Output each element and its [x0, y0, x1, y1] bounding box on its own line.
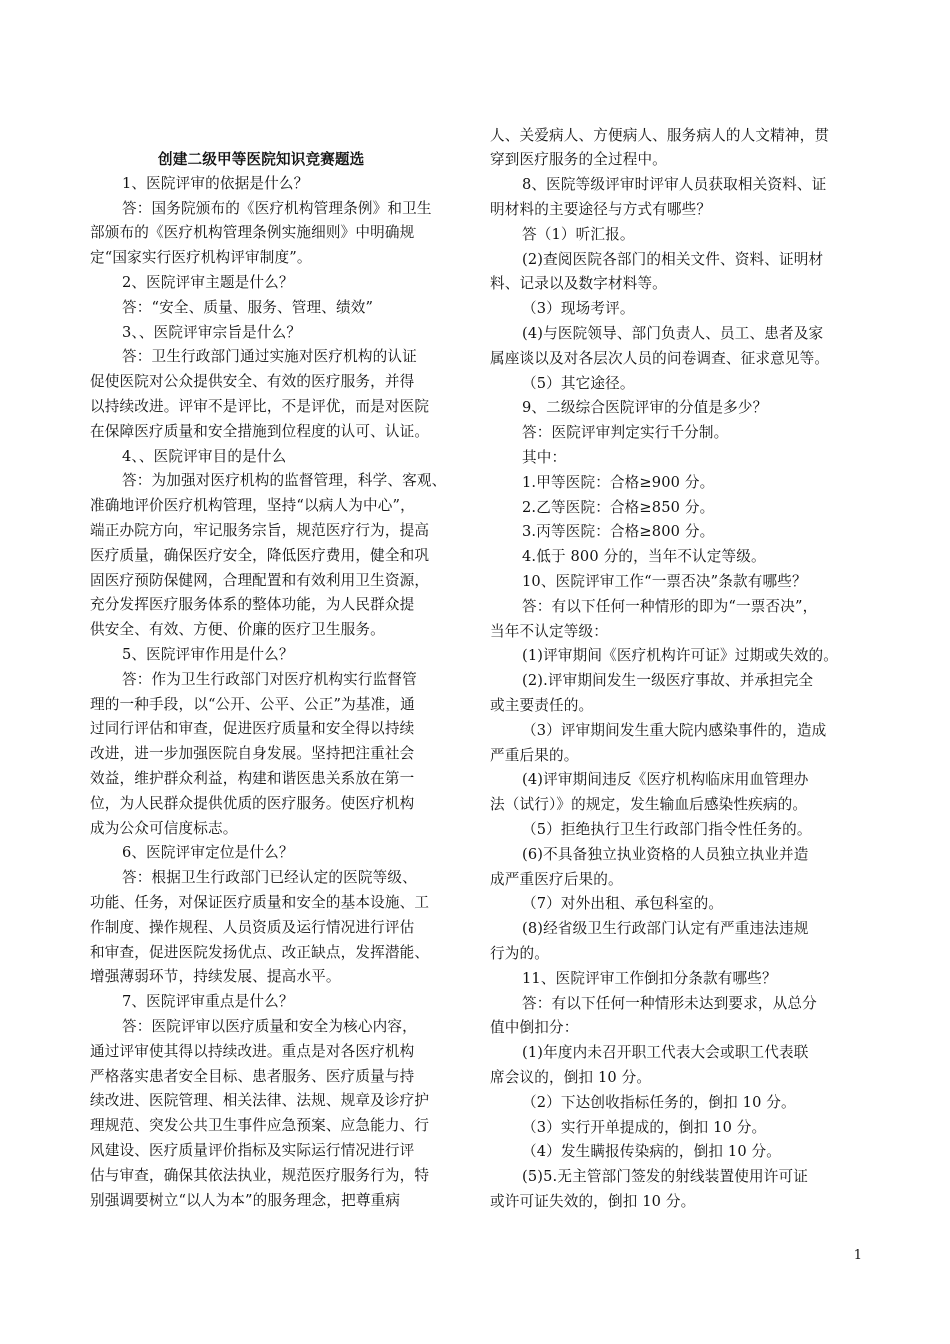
answer-line: （3）评审期间发生重大院内感染事件的，造成 [522, 722, 827, 739]
page-number: 1 [853, 1248, 862, 1263]
question-10: 10、医院评审工作“一票否决”条款有哪些？ [522, 573, 807, 590]
answer-line: 其中： [522, 449, 567, 466]
answer-line: (2)查阅医院各部门的相关文件、资料、证明材 [522, 251, 824, 268]
answer-line: 严格落实患者安全目标、患者服务、医疗质量与持 [90, 1068, 415, 1085]
answer-line: 当年不认定等级： [490, 623, 608, 640]
grade-line: 4.低于 800 分的，当年不认定等级。 [522, 548, 766, 565]
answer-line: (4)与医院领导、部门负责人、员工、患者及家 [522, 325, 824, 342]
answer-line: 答：作为卫生行政部门对医疗机构实行监督管 [122, 671, 417, 688]
answer-line: 法（试行）》的规定，发生输血后感染性疾病的。 [490, 796, 808, 813]
answer-line: 答：有以下任何一种情形未达到要求，从总分 [522, 995, 817, 1012]
answer-line: 行为的。 [490, 945, 549, 962]
answer-line: 答：医院评审以医疗质量和安全为核心内容， [122, 1018, 417, 1035]
answer-line: (8)经省级卫生行政部门认定有严重违法违规 [522, 920, 809, 937]
answer-line: 以持续改进。评审不是评比，不是评优，而是对医院 [90, 398, 430, 415]
answer-line: 成严重医疗后果的。 [490, 871, 623, 888]
answer-line: 在保障医疗质量和安全措施到位程度的认可、认证。 [90, 423, 430, 440]
document-title: 创建二级甲等医院知识竞赛题选 [158, 151, 365, 168]
answer-line: 固医疗预防保健网，合理配置和有效利用卫生资源， [90, 572, 430, 589]
question-1: 1、医院评审的依据是什么？ [122, 175, 309, 192]
answer-line: (5)5.无主管部门签发的射线装置使用许可证 [522, 1168, 808, 1185]
grade-line: 2.乙等医院：合格≥850 分。 [522, 499, 715, 516]
question-2: 2、医院评审主题是什么？ [122, 274, 294, 291]
answer-line: (4)评审期间违反《医疗机构临床用血管理办 [522, 771, 809, 788]
answer-line: （7）对外出租、承包科室的。 [522, 895, 724, 912]
answer-line: （5）拒绝执行卫生行政部门指令性任务的。 [522, 821, 812, 838]
question-9: 9、二级综合医院评审的分值是多少？ [522, 399, 768, 416]
answer-line: (6)不具备独立执业资格的人员独立执业并造 [522, 846, 809, 863]
answer-line: （4）发生瞒报传染病的，倒扣 10 分。 [522, 1143, 782, 1160]
answer-line: 估与审查，确保其依法执业，规范医疗服务行为，特 [90, 1167, 430, 1184]
question-7: 7、医院评审重点是什么？ [122, 993, 294, 1010]
answer-line: 风建设、医疗质量评价指标及实际运行情况进行评 [90, 1142, 415, 1159]
answer-line: 成为公众可信度标志。 [90, 820, 238, 837]
answer-line: (1)评审期间《医疗机构许可证》过期或失效的。 [522, 647, 838, 664]
answer-line: 属座谈以及对各层次人员的问卷调查、征求意见等。 [490, 350, 830, 367]
answer-line: 答（1）听汇报。 [522, 226, 635, 243]
grade-line: 1.甲等医院：合格≥900 分。 [522, 474, 715, 491]
answer-line: 改进，进一步加强医院自身发展。坚持把注重社会 [90, 745, 415, 762]
answer-line: 穿到医疗服务的全过程中。 [490, 151, 667, 168]
answer-line: 理的一种手段，以“公开、公平、公正”为基准，通 [90, 696, 415, 713]
answer-line: (2).评审期间发生一级医疗事故、并承担完全 [522, 672, 814, 689]
answer-line: （3）实行开单提成的，倒扣 10 分。 [522, 1119, 767, 1136]
question-8: 8、医院等级评审时评审人员获取相关资料、证 [522, 176, 827, 193]
question-5: 5、医院评审作用是什么？ [122, 646, 294, 663]
answer-line: 医疗质量，确保医疗安全，降低医疗费用，健全和巩 [90, 547, 430, 564]
answer-line: 料、记录以及数字材料等。 [490, 275, 667, 292]
answer-line: 答：医院评审判定实行千分制。 [522, 424, 729, 441]
answer-line: 答：国务院颁布的《医疗机构管理条例》和卫生 [122, 200, 432, 217]
answer-line: （3）现场考评。 [522, 300, 635, 317]
answer-line: 席会议的，倒扣 10 分。 [490, 1069, 652, 1086]
answer-line: 通过评审使其得以持续改进。重点是对各医疗机构 [90, 1043, 415, 1060]
answer-line: 过同行评估和审查，促进医疗质量和安全得以持续 [90, 720, 415, 737]
answer-line: 续改进、医院管理、相关法律、法规、规章及诊疗护 [90, 1092, 430, 1109]
question-4: 4、、医院评审目的是什么 [122, 448, 287, 465]
answer-line: 充分发挥医疗服务体系的整体功能，为人民群众提 [90, 596, 415, 613]
question-6: 6、医院评审定位是什么？ [122, 844, 294, 861]
answer-line: 人、关爱病人、方便病人、服务病人的人文精神，贯 [490, 127, 830, 144]
answer-line: 促使医院对公众提供安全、有效的医疗服务，并得 [90, 373, 415, 390]
answer-line: 部颁布的《医疗机构管理条例实施细则》中明确规 [90, 224, 415, 241]
answer-line: 定“国家实行医疗机构评审制度”。 [90, 249, 312, 266]
answer-line: 端正办院方向，牢记服务宗旨，规范医疗行为，提高 [90, 522, 430, 539]
answer-line: 别强调要树立“以人为本”的服务理念，把尊重病 [90, 1192, 401, 1209]
answer-line: 位，为人民群众提供优质的医疗服务。使医疗机构 [90, 795, 415, 812]
answer-line: (1)年度内未召开职工代表大会或职工代表联 [522, 1044, 809, 1061]
answer-line: 理规范、突发公共卫生事件应急预案、应急能力、行 [90, 1117, 430, 1134]
answer-line: 值中倒扣分： [490, 1019, 579, 1036]
answer-line: 增强薄弱环节，持续发展、提高水平。 [90, 968, 341, 985]
answer-line: 准确地评价医疗机构管理，坚持“以病人为中心”， [90, 497, 415, 514]
answer-line: 供安全、有效、方便、价廉的医疗卫生服务。 [90, 621, 385, 638]
answer-line: 答：有以下任何一种情形的即为“一票否决”， [522, 598, 818, 615]
answer-line: 效益，维护群众利益，构建和谐医患关系放在第一 [90, 770, 415, 787]
question-line: 明材料的主要途径与方式有哪些？ [490, 201, 712, 218]
question-11: 11、医院评审工作倒扣分条款有哪些？ [522, 970, 777, 987]
answer-line: 答：根据卫生行政部门已经认定的医院等级、 [122, 869, 417, 886]
answer-line: 或许可证失效的，倒扣 10 分。 [490, 1193, 696, 1210]
answer-line: 严重后果的。 [490, 747, 579, 764]
answer-line: （5）其它途径。 [522, 375, 635, 392]
answer-line: 答：“安全、质量、服务、管理、绩效” [122, 299, 374, 316]
answer-line: 和审查，促进医院发扬优点、改正缺点，发挥潜能、 [90, 944, 430, 961]
answer-line: 或主要责任的。 [490, 697, 594, 714]
question-3: 3、、医院评审宗旨是什么？ [122, 324, 302, 341]
grade-line: 3.丙等医院：合格≥800 分。 [522, 523, 715, 540]
answer-line: 答：为加强对医疗机构的监督管理，科学、客观、 [122, 472, 447, 489]
answer-line: 作制度、操作规程、人员资质及运行情况进行评估 [90, 919, 415, 936]
answer-line: 答：卫生行政部门通过实施对医疗机构的认证 [122, 348, 417, 365]
answer-line: （2）下达创收指标任务的，倒扣 10 分。 [522, 1094, 796, 1111]
answer-line: 功能、任务，对保证医疗质量和安全的基本设施、工 [90, 894, 430, 911]
